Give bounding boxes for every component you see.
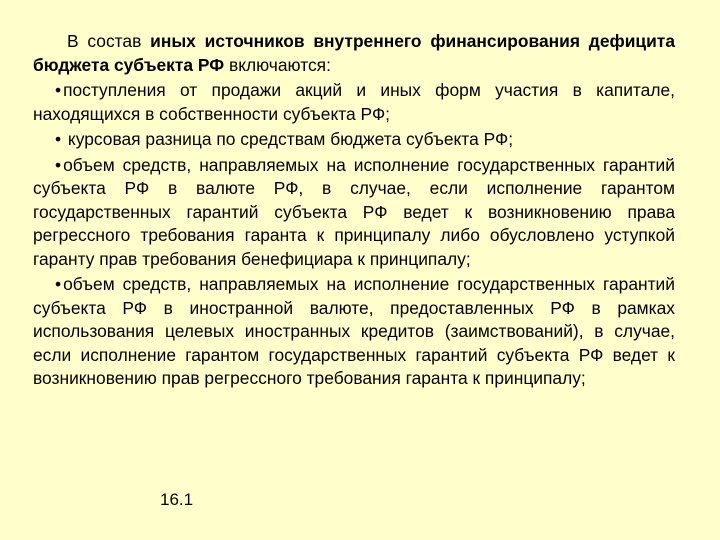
bullet-icon: • xyxy=(55,274,62,294)
list-item xyxy=(33,79,675,126)
list-item xyxy=(33,128,675,152)
intro-prefix: В состав xyxy=(67,31,151,51)
bullet-icon: • xyxy=(55,129,62,149)
list-item xyxy=(33,154,675,272)
list-item xyxy=(33,273,675,391)
list-item-text: поступления от продажи акций и иных форм участия в капитале, находящихся в собственности субъекта РФ; xyxy=(33,80,675,124)
page-number: 16.1 xyxy=(160,490,194,509)
intro-paragraph xyxy=(33,30,675,77)
slide-content xyxy=(33,30,675,393)
list-item-text: объем средств, направляемых на исполнение государственных гарантий субъекта РФ в иностранной валюте, предоставленных РФ в рамках использования целевых иностранных кредитов (заимствований), в случае, если исполнение гарантом государственных гарантий субъекта РФ ведет к возникновению прав регрессного требования гаранта к принципалу; xyxy=(33,274,675,388)
bullet-icon: • xyxy=(55,80,62,100)
list-item-text: объем средств, направляемых на исполнение государственных гарантий субъекта РФ в валюте РФ, в случае, если исполнение гарантом государственных гарантий субъекта РФ ведет к возникновению права регрессного требования гаранта к принципалу либо обусловлено уступкой гаранту прав требования бенефициара к принципалу; xyxy=(33,154,675,269)
intro-bold-term: иных источников внутреннего финансирования дефицита бюджета субъекта РФ xyxy=(33,31,675,75)
list-item-text: курсовая разница по средствам бюджета субъекта РФ; xyxy=(63,129,514,149)
intro-suffix: включаются: xyxy=(224,54,331,75)
bullet-icon: • xyxy=(55,154,62,175)
